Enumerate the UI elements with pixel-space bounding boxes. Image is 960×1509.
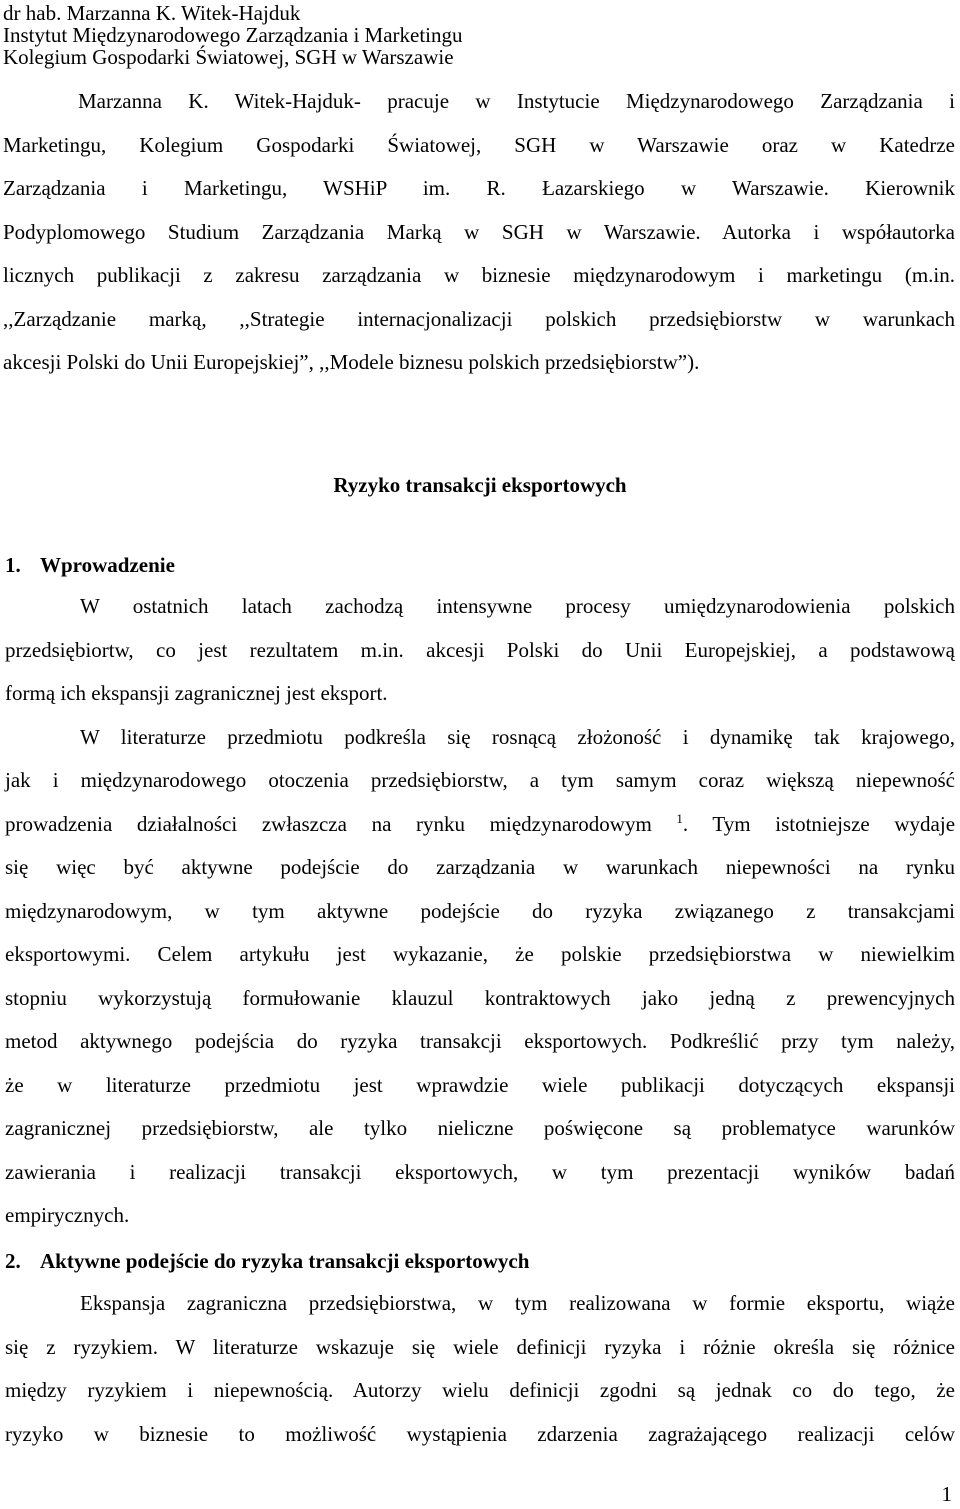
section1-body (5, 585, 955, 1238)
bio-line: ,,Zarządzanie marką, ,,Strategie internacjonalizacji polskich przedsiębiorstw w warunkach (3, 306, 955, 331)
text-run: . Tym istotniejsze wydaje (682, 811, 956, 836)
bio-line: akcesji Polski do Unii Europejskiej”, ,,Modele biznesu polskich przedsiębiorstw”). (3, 350, 700, 374)
paragraph-line: W literaturze przedmiotu podkreśla się rosnącą złożoność i dynamikę tak krajowego, (80, 724, 955, 749)
paragraph-line: międzynarodowym, w tym aktywne podejście do ryzyka związanego z transakcjami (5, 898, 955, 923)
author-college: Kolegium Gospodarki Światowej, SGH w Warszawie (3, 45, 454, 69)
bio-line: licznych publikacji z zakresu zarządzania w biznesie międzynarodowym i marketingu (m.in. (3, 263, 955, 287)
author-bio (3, 80, 955, 385)
bio-line: Zarządzania i Marketingu, WSHiP im. R. Łazarskiego w Warszawie. Kierownik (3, 176, 955, 200)
paragraph-line: między ryzykiem i niepewnością. Autorzy wielu definicji zgodni są jednak co do tego, że (5, 1378, 955, 1402)
paragraph-line: przedsiębiortw, co jest rezultatem m.in. akcesji Polski do Unii Europejskiej, a podstawową (5, 637, 955, 662)
bio-line: Marketingu, Kolegium Gospodarki Światowej, SGH w Warszawie oraz w Katedrze (3, 132, 955, 157)
paragraph-line: ryzyko w biznesie to możliwość wystąpienia zdarzenia zagrażającego realizacji celów (5, 1421, 955, 1446)
section-heading-2 (5, 1246, 529, 1276)
paragraph-line: jak i międzynarodowego otoczenia przedsiębiorstw, a tym samym coraz większą niepewność (5, 768, 955, 792)
section-title: Wprowadzenie (40, 553, 175, 577)
paragraph-line: stopniu wykorzystują formułowanie klauzul kontraktowych jako jedną z prewencyjnych (5, 985, 955, 1010)
page-number: 1 (941, 1482, 952, 1506)
text-run: prowadzenia działalności zwłaszcza na rynku międzynarodowym (5, 811, 652, 836)
bio-line: Podyplomowego Studium Zarządzania Marką w SGH w Warszawie. Autorka i współautorka (3, 219, 955, 244)
paragraph-line: empirycznych. (5, 1203, 130, 1227)
paragraph-line: metod aktywnego podejścia do ryzyka transakcji eksportowych. Podkreślić przy tym należy, (5, 1029, 955, 1053)
footnote-ref[interactable]: 1 (676, 810, 683, 826)
section-number: 2. (5, 1249, 21, 1273)
section-title: Aktywne podejście do ryzyka transakcji eksportowych (40, 1249, 530, 1273)
paragraph-line: eksportowymi. Celem artykułu jest wykazanie, że polskie przedsiębiorstwa w niewielkim (5, 942, 955, 966)
author-name: dr hab. Marzanna K. Witek-Hajduk (3, 1, 301, 25)
paragraph-line: się z ryzykiem. W literaturze wskazuje się wiele definicji ryzyka i różnie określa się różnice (5, 1334, 955, 1359)
paragraph-line: że w literaturze przedmiotu jest wprawdzie wiele publikacji dotyczących ekspansji (5, 1072, 955, 1097)
author-header (3, 2, 463, 68)
article-title: Ryzyko transakcji eksportowych (333, 473, 627, 497)
paragraph-line (5, 803, 955, 847)
paragraph-line: zagranicznej przedsiębiorstw, ale tylko nieliczne poświęcone są problematyce warunków (5, 1116, 955, 1140)
bio-line: Marzanna K. Witek-Hajduk- pracuje w Instytucie Międzynarodowego Zarządzania i (78, 89, 955, 113)
section-heading-1 (5, 550, 175, 580)
section2-body (5, 1282, 955, 1456)
paragraph-line: zawierania i realizacji transakcji eksportowych, w tym prezentacji wyników badań (5, 1159, 955, 1184)
paragraph-line: się więc być aktywne podejście do zarządzania w warunkach niepewności na rynku (5, 855, 955, 879)
paragraph-line: formą ich ekspansji zagranicznej jest eksport. (5, 681, 388, 705)
author-institute: Instytut Międzynarodowego Zarządzania i Marketingu (3, 23, 463, 47)
section-number: 1. (5, 553, 21, 577)
paragraph-line: W ostatnich latach zachodzą intensywne procesy umiędzynarodowienia polskich (80, 594, 955, 618)
paragraph-line: Ekspansja zagraniczna przedsiębiorstwa, w tym realizowana w formie eksportu, wiąże (80, 1291, 955, 1315)
